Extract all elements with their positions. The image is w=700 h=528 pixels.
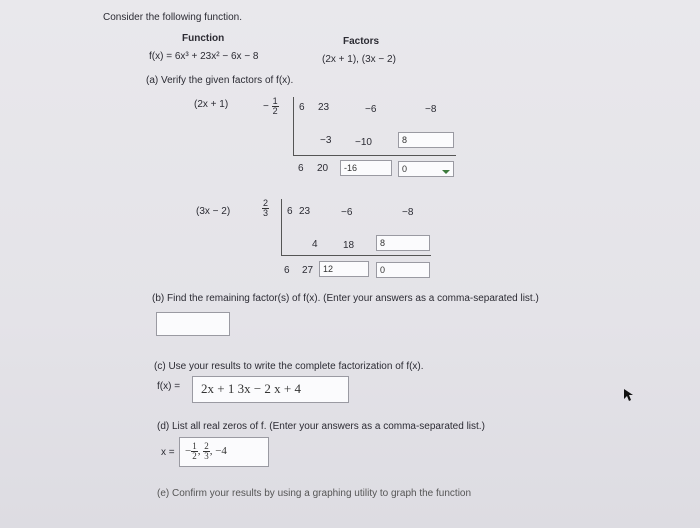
zero-1-numerator: 1 bbox=[192, 440, 197, 451]
part-d-label: x = bbox=[161, 447, 175, 458]
div1-row2-2: −10 bbox=[355, 137, 372, 148]
part-c-prompt: (c) Use your results to write the complete factorization of f(x). bbox=[154, 361, 424, 372]
div1-row3-input-1[interactable]: -16 bbox=[340, 160, 392, 176]
div1-root-fraction bbox=[272, 97, 279, 116]
part-a-prompt: (a) Verify the given factors of f(x). bbox=[146, 75, 294, 86]
zero-separator-2: , bbox=[209, 445, 213, 457]
factors-list: (2x + 1), (3x − 2) bbox=[322, 54, 396, 65]
div1-root-numerator: 1 bbox=[272, 96, 278, 106]
zero-1-denominator: 2 bbox=[192, 450, 197, 461]
div1-row3-1: 6 bbox=[298, 163, 304, 174]
div2-root bbox=[262, 199, 269, 218]
div1-row3-2: 20 bbox=[317, 163, 329, 174]
div1-bracket-vertical bbox=[293, 97, 294, 155]
div1-root bbox=[263, 97, 279, 116]
part-c-label: f(x) = bbox=[157, 381, 181, 392]
div1-coeff-1: 6 bbox=[299, 102, 305, 113]
div1-root-sign: − bbox=[263, 101, 269, 113]
div2-row3-input-1[interactable]: 12 bbox=[319, 261, 369, 277]
div1-row3-input-2[interactable]: 0 bbox=[398, 161, 454, 177]
div2-root-denominator: 3 bbox=[263, 208, 269, 218]
div2-coeff-2: 23 bbox=[299, 206, 311, 217]
div2-root-fraction bbox=[262, 199, 269, 218]
zero-1-sign: − bbox=[185, 445, 192, 457]
part-b-prompt: (b) Find the remaining factor(s) of f(x). (Enter your answers as a comma-separated list.) bbox=[152, 293, 539, 304]
div1-coeff-3: −6 bbox=[365, 104, 377, 115]
div2-coeff-4: −8 bbox=[402, 207, 414, 218]
div1-row2-input[interactable]: 8 bbox=[398, 132, 454, 148]
div2-factor: (3x − 2) bbox=[196, 206, 231, 217]
div2-row2-2: 18 bbox=[343, 240, 355, 251]
correct-check-icon bbox=[442, 170, 450, 174]
function-expression: f(x) = 6x³ + 23x² − 6x − 8 bbox=[149, 51, 259, 62]
div2-bracket-vertical bbox=[281, 199, 282, 255]
part-c-input[interactable]: 2x + 1 3x − 2 x + 4 bbox=[192, 376, 349, 403]
part-e-prompt: (e) Confirm your results by using a graphing utility to graph the function bbox=[157, 488, 472, 499]
div2-row3-1: 6 bbox=[284, 265, 290, 276]
zero-2-numerator: 2 bbox=[204, 440, 209, 451]
intro-text: Consider the following function. bbox=[103, 12, 242, 23]
part-b-input[interactable] bbox=[156, 312, 230, 336]
zero-2-denominator: 3 bbox=[204, 450, 209, 461]
mouse-cursor-icon bbox=[624, 389, 634, 401]
function-header: Function bbox=[182, 33, 225, 44]
div2-bracket-horizontal bbox=[281, 255, 431, 256]
div1-row2-1: −3 bbox=[320, 135, 332, 146]
div2-row2-1: 4 bbox=[312, 239, 318, 250]
zero-3: −4 bbox=[215, 445, 227, 457]
div2-coeff-3: −6 bbox=[341, 207, 353, 218]
div2-row3-2: 27 bbox=[302, 265, 314, 276]
part-d-prompt: (d) List all real zeros of f. (Enter your answers as a comma-separated list.) bbox=[157, 421, 485, 432]
part-d-input[interactable] bbox=[179, 437, 269, 467]
div1-coeff-4: −8 bbox=[425, 104, 437, 115]
div2-row2-input[interactable]: 8 bbox=[376, 235, 430, 251]
factors-header: Factors bbox=[343, 36, 380, 47]
div1-coeff-2: 23 bbox=[318, 102, 330, 113]
div1-bracket-horizontal bbox=[293, 155, 456, 156]
div1-factor: (2x + 1) bbox=[194, 99, 229, 110]
div2-row3-input-2[interactable]: 0 bbox=[376, 262, 430, 278]
div1-root-denominator: 2 bbox=[272, 106, 278, 116]
div2-root-numerator: 2 bbox=[263, 198, 269, 208]
div2-coeff-1: 6 bbox=[287, 206, 293, 217]
zero-separator-1: , bbox=[197, 445, 201, 457]
